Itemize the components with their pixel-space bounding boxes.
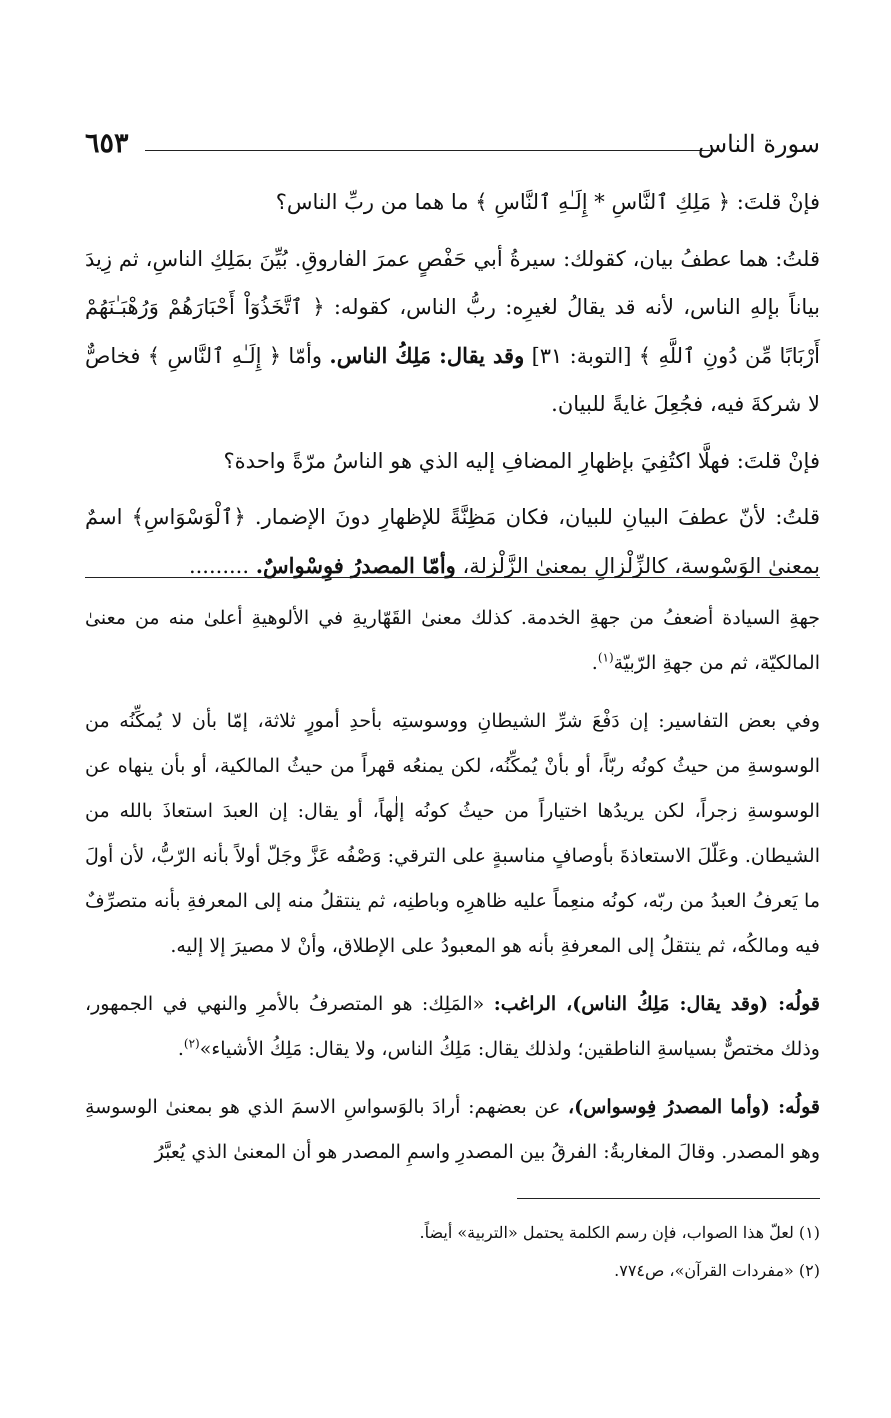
footnote: (١) لعلّ هذا الصواب، فإن رسم الكلمة يحتمل «التربية» أيضاً. [419, 1223, 820, 1242]
page-header [85, 128, 820, 168]
continuation-dots: ......... [188, 553, 250, 578]
commentary-span: . [177, 1038, 184, 1060]
main-text-span: وأمّا ﴿ إِلَـٰهِ ٱلنَّاسِ ﴾ فخاصٌّ لا شركةَ فيه، فجُعِلَ غايةً للبيان. [85, 343, 820, 416]
commentary-span: جهةِ السيادة أضعفُ من جهةِ الخدمة. كذلك معنىٰ القَهّاريةِ في الألوهيةِ أعلىٰ منه من معنىٰ المالكيّة، ثم من جهةِ الرّبيّة [85, 607, 820, 674]
main-text-span: فإنْ قلتَ: فهلَّا اكتُفِيَ بإظهارِ المضافِ إليه الذي هو الناسُ مرّةً واحدة؟ [223, 448, 820, 473]
quote-label: قولُه: (وقد يقال: مَلِكُ الناس)، الراغب: [493, 993, 820, 1015]
bold-phrase: وقد يقال: مَلِكُ الناس. [329, 342, 525, 368]
main-paragraph [85, 437, 820, 486]
commentary-paragraph [85, 1085, 820, 1175]
commentary-paragraph [85, 699, 820, 969]
main-text-span: قلتُ: هما عطفُ بيان، كقولك: سيرةُ أبي حَفْصٍ عمرَ الفاروقِ. بُيِّنَ بمَلِكِ الناسِ، ثم زِيدَ بياناً بإلهِ الناس، لأنه قد يقالُ لغيرِه: ربُّ الناس، كقوله: ﴿ ٱتَّخَذُوٓاْ أَحْبَارَهُمْ وَرُهْبَـٰنَهُمْ أَرْبَابًا مِّن دُونِ ٱللَّهِ ﴾ [التوبة: ٣١] [85, 246, 820, 368]
footnote-rule [517, 1198, 820, 1199]
main-text-span: قلتُ: لأنّ عطفَ البيانِ للبيان، فكان مَظِنَّةً للإظهارِ دونَ الإضمار. ﴿ٱلْوَسْوَاسِ﴾ اسمٌ بمعنىٰ الوَسْوسة، كالزِّلْزالِ بمعنىٰ الزَّلْزلة، [85, 505, 820, 578]
commentary-text [85, 596, 820, 1175]
commentary-paragraph [85, 596, 820, 686]
page-number: ٦٥٣ [85, 128, 129, 159]
footnote-ref: (٢) [183, 1036, 200, 1051]
footnote-ref: (١) [597, 650, 614, 665]
commentary-span: وفي بعض التفاسير: إن دَفْعَ شرِّ الشيطانِ ووسوستِه بأحدِ أمورٍ ثلاثة، إمّا بأن لا يُمكِّنُه من الوسوسةِ من حيثُ كونُه ربّاً، أو بأنْ يُمكِّنُه، لكن يمنعُه قهراً من حيثُ المالكية، أو بأن ينهاه عن الوسوسةِ زجراً، لكن يريدُها اختياراً من حيثُ كونُه إلٰهاً، أو يقال: إن العبدَ استعاذَ بالله من الشيطان. وعَلّلَ الاستعاذةَ بأوصافٍ مناسبةٍ على الترقي: وَصْفُه عَزَّ وجَلّ أولاً بأنه الرّبُّ، لأن أولَ ما يَعرفُ العبدُ من ربّه، كونُه منعِماً عليه ظاهرِه وباطنِه، ثم ينتقلُ منه إلى المعرفةِ بأنه متصرِّفٌ فيه ومالكُه، ثم ينتقلُ إلى المعرفةِ بأنه هو المعبودُ على الإطلاق، وأنْ لا مصيرَ إلا إليه. [85, 710, 820, 957]
section-divider [85, 577, 820, 578]
footnote: (٢) «مفردات القرآن»، ص٧٧٤. [614, 1261, 820, 1280]
running-title: سورة الناس [697, 130, 820, 158]
quote-label: قولُه: (وأما المصدرُ فِوسواس)، [568, 1096, 820, 1118]
main-text [85, 178, 820, 590]
commentary-span: . [591, 652, 598, 674]
commentary-span: عن بعضهم: أرادَ بالوَسواسِ الاسمَ الذي هو بمعنىٰ الوسوسةِ وهو المصدر. وقالَ المغاربةُ: الفرقُ بين المصدرِ واسمِ المصدر هو أن المعنىٰ الذي يُعبَّرُ [85, 1096, 820, 1163]
main-text-span: فإنْ قلتَ: ﴿ مَلِكِ ٱلنَّاسِ * إِلَـٰهِ ٱلنَّاسِ ﴾ ما هما من ربِّ الناس؟ [275, 190, 820, 214]
header-rule [145, 150, 710, 151]
commentary-paragraph [85, 982, 820, 1072]
commentary-span: «المَلِك: هو المتصرفُ بالأمرِ والنهي في الجمهور، وذلك مختصٌّ بسياسةِ الناطقين؛ ولذلك يقال: مَلِكُ الناس، ولا يقال: مَلِكُ الأشياء» [85, 993, 820, 1060]
main-paragraph [85, 493, 820, 590]
main-paragraph [85, 235, 820, 429]
main-paragraph [85, 178, 820, 227]
bold-phrase: وأمّا المصدرُ فوِسْواسٌ. [255, 552, 456, 578]
footnotes [85, 1214, 820, 1290]
